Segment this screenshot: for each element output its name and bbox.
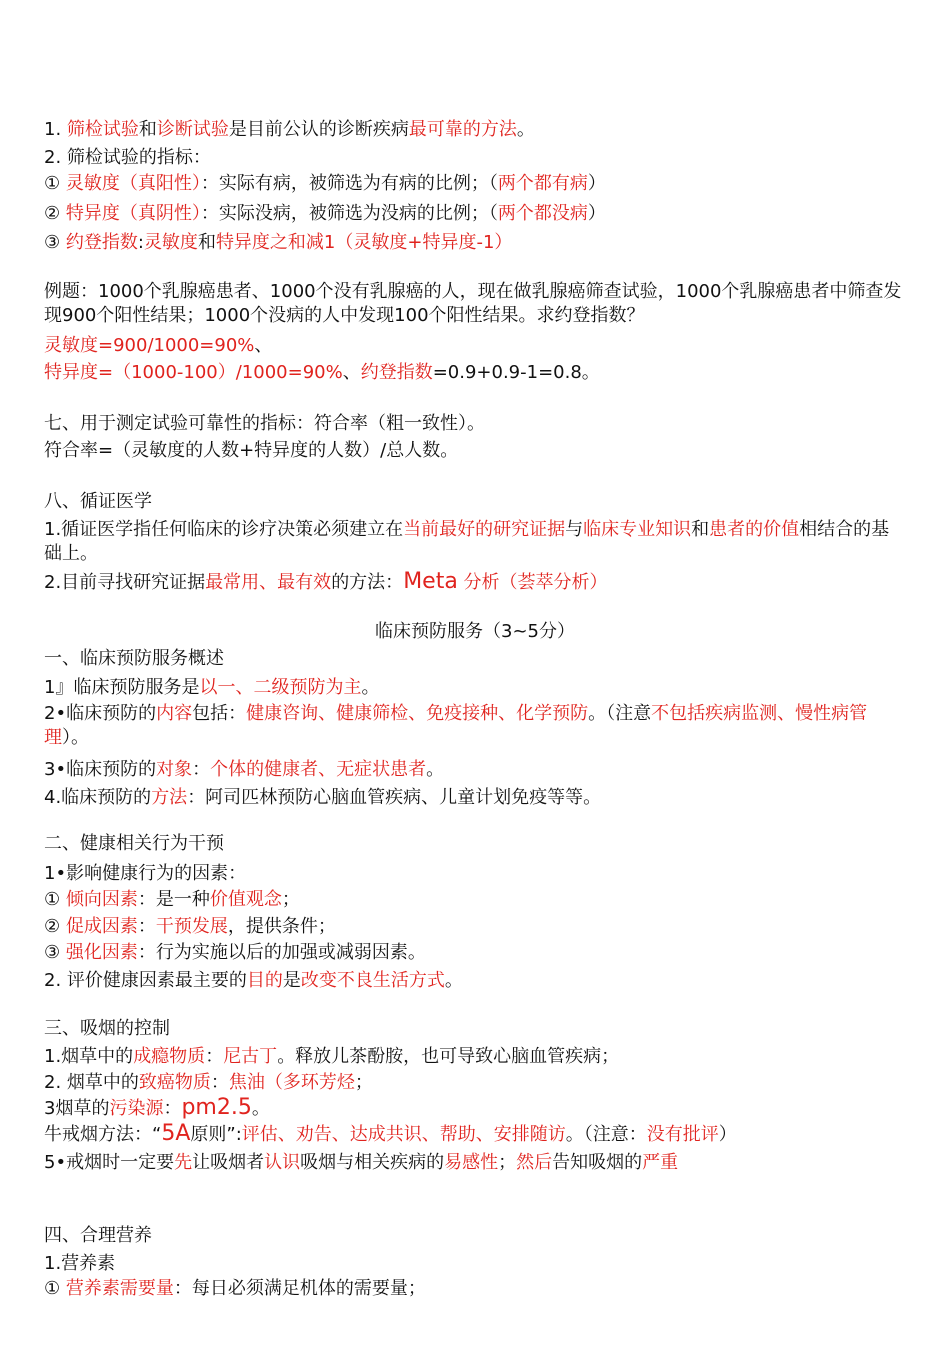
body-text: ： (210, 1072, 229, 1093)
emphasis-text: 评估、劝告、达成共识、帮助、安排随访 (241, 1124, 566, 1145)
body-text: 1.营养素 (44, 1253, 116, 1274)
text-line (44, 702, 906, 750)
text-line (44, 280, 906, 328)
text-line (44, 146, 906, 170)
body-text: 。（注意： (565, 1124, 647, 1145)
emphasis-text: 先 (174, 1152, 193, 1173)
emphasis-text: 没有批评 (646, 1124, 719, 1145)
body-text: ③ (44, 942, 66, 963)
text-line (44, 439, 906, 463)
text-line (44, 361, 906, 385)
body-text: 七、用于测定试验可靠性的指标：符合率（粗一致性）。 (44, 413, 485, 434)
body-text: 与 (565, 519, 584, 540)
emphasis-text: 诊断试验 (156, 119, 229, 140)
body-text: ① (44, 1278, 66, 1299)
body-text: 1.循证医学指任何临床的诊疗决策必须建立在 (44, 519, 404, 540)
text-line (44, 969, 906, 993)
text-line (44, 915, 906, 939)
text-line (44, 172, 906, 196)
body-text: 八、循证医学 (44, 491, 152, 512)
body-text: ） (718, 1124, 737, 1145)
body-text: ：是一种 (137, 889, 210, 910)
emphasis-text: 污染源 (109, 1098, 164, 1119)
body-text: ② (44, 916, 66, 937)
emphasis-text: pm2.5 (181, 1095, 252, 1120)
body-text: 二、健康相关行为干预 (44, 833, 224, 854)
text-line (44, 490, 906, 514)
body-text: 2. 烟草中的 (44, 1072, 139, 1093)
body-text: 2. 筛检试验的指标： (44, 147, 211, 168)
body-text: 。 (516, 119, 535, 140)
body-text: 三、吸烟的控制 (44, 1018, 170, 1039)
emphasis-text: 目的 (246, 970, 283, 991)
body-text: 是 (282, 970, 301, 991)
emphasis-text: 内容 (156, 703, 193, 724)
emphasis-text: 不包括疾病监测、慢性病管理 (44, 703, 868, 748)
body-text: 3烟草的 (44, 1098, 110, 1119)
emphasis-text: 促成因素 (65, 916, 138, 937)
body-text: ） (587, 173, 606, 194)
emphasis-text: 成瘾物质 (133, 1046, 206, 1067)
body-text: ：阿司匹林预防心脑血管疾病、儿童计划免疫等等。 (187, 787, 602, 808)
text-line (44, 570, 906, 595)
body-text: =0.9+0.9-1=0.8。 (432, 362, 600, 383)
emphasis-text: 筛检试验 (66, 119, 139, 140)
body-text: 符合率=（灵敏度的人数+特异度的人数）/总人数。 (44, 440, 459, 461)
body-text: 和 (691, 519, 710, 540)
body-text: ：行为实施以后的加强或减弱因素。 (137, 942, 426, 963)
body-text: 4.临床预防的 (44, 787, 152, 808)
emphasis-text: Meta (403, 569, 458, 594)
body-text: 四、合理营养 (44, 1225, 152, 1246)
emphasis-text: 特异度=（1000-100）/1000=90% (44, 362, 343, 383)
emphasis-text: 尼古丁 (223, 1046, 278, 1067)
body-text: 。 (361, 677, 380, 698)
body-text: 2•临床预防的 (44, 703, 157, 724)
body-text: 牛戒烟方法：“ (44, 1124, 162, 1145)
text-line (44, 334, 906, 358)
text-line (44, 518, 906, 566)
body-text: 、 (254, 335, 273, 356)
body-text: ； (281, 889, 300, 910)
body-text: 、 (342, 362, 361, 383)
text-line (0, 620, 950, 644)
text-line (44, 231, 906, 255)
emphasis-text: 5A (161, 1121, 191, 1146)
emphasis-text: 当前最好的研究证据 (403, 519, 566, 540)
emphasis-text: 灵敏度 (143, 232, 198, 253)
text-line (44, 1122, 906, 1147)
emphasis-text: 对象 (156, 759, 193, 780)
text-line (44, 1151, 906, 1175)
body-text: 。 (426, 759, 445, 780)
emphasis-text: 灵敏度=900/1000=90% (44, 335, 255, 356)
body-text: ）。 (62, 727, 89, 748)
emphasis-text: 以一、二级预防为主 (199, 677, 362, 698)
emphasis-text: 患者的价值 (709, 519, 800, 540)
emphasis-text: 特异度之和减1（灵敏度+特异度-1） (215, 232, 513, 253)
body-text: 吸烟与相关疾病的 (300, 1152, 445, 1173)
emphasis-text: 两个都有病 (497, 173, 588, 194)
body-text: 相结合的基础上。 (44, 519, 890, 564)
body-text: ：实际没病，被筛选为没病的比例；（ (200, 203, 498, 224)
body-text: ：实际有病，被筛选为有病的比例；（ (200, 173, 498, 194)
body-text: : (137, 232, 144, 253)
emphasis-text: 倾向因素 (65, 889, 138, 910)
emphasis-text: 干预发展 (155, 916, 228, 937)
emphasis-text: 焦油（多环芳烃 (228, 1072, 355, 1093)
body-text: ③ (44, 232, 66, 253)
text-line (44, 862, 906, 886)
body-text: ； (354, 1072, 373, 1093)
emphasis-text: 强化因素 (65, 942, 138, 963)
text-line (44, 412, 906, 436)
body-text: ： (163, 1098, 182, 1119)
body-text: 例题：1000个乳腺癌患者、1000个没有乳腺癌的人，现在做乳腺癌筛查试验，1000个乳腺癌患者中筛查发现900个阳性结果；1000个没病的人中发现100个阳性结果。求约登指数？ (44, 281, 902, 326)
body-text: 1』临床预防服务是 (44, 677, 200, 698)
body-text: 1. (44, 119, 67, 140)
emphasis-text: 最常用、最有效 (205, 572, 332, 593)
emphasis-text: 临床专业知识 (583, 519, 692, 540)
emphasis-text: 易感性 (444, 1152, 499, 1173)
emphasis-text: 改变不良生活方式 (300, 970, 445, 991)
text-line (44, 1096, 906, 1121)
body-text: 2. 评价健康因素最主要的 (44, 970, 247, 991)
body-text: 告知吸烟的 (552, 1152, 643, 1173)
body-text: ： (205, 1046, 224, 1067)
body-text: 。 (251, 1098, 270, 1119)
text-line (44, 118, 906, 142)
body-text: ：每日必须满足机体的需要量； (173, 1278, 426, 1299)
body-text: 3•临床预防的 (44, 759, 157, 780)
body-text: 原则”: (190, 1124, 242, 1145)
emphasis-text: 营养素需要量 (65, 1278, 174, 1299)
body-text: ： (192, 759, 211, 780)
emphasis-text: 严重 (642, 1152, 679, 1173)
emphasis-text: 特异度（真阴性） (65, 203, 201, 224)
text-line (44, 1071, 906, 1095)
text-line (44, 941, 906, 965)
body-text: 和 (138, 119, 157, 140)
text-line (44, 1224, 906, 1248)
emphasis-text: 致癌物质 (138, 1072, 211, 1093)
body-text: 是目前公认的诊断疾病 (228, 119, 409, 140)
body-text: ； (498, 1152, 517, 1173)
body-text: 2.目前寻找研究证据 (44, 572, 206, 593)
body-text: 和 (197, 232, 216, 253)
emphasis-text: 然后 (516, 1152, 553, 1173)
text-line (44, 676, 906, 700)
body-text: 一、临床预防服务概述 (44, 648, 224, 669)
body-text: 包括： (192, 703, 247, 724)
body-text: ） (587, 203, 606, 224)
body-text: 。释放儿茶酚胺，也可导致心脑血管疾病； (277, 1046, 620, 1067)
body-text: 5•戒烟时一定要 (44, 1152, 175, 1173)
emphasis-text: 约登指数 (65, 232, 138, 253)
emphasis-text: 认识 (264, 1152, 301, 1173)
body-text: ① (44, 173, 66, 194)
emphasis-text: 约登指数 (360, 362, 433, 383)
body-text: 的方法： (331, 572, 404, 593)
text-line (44, 888, 906, 912)
text-line (44, 786, 906, 810)
emphasis-text: 个体的健康者、无症状患者 (210, 759, 427, 780)
text-line (44, 832, 906, 856)
body-text: ② (44, 203, 66, 224)
body-text: ① (44, 889, 66, 910)
text-line (44, 647, 906, 671)
emphasis-text: 方法 (151, 787, 188, 808)
emphasis-text: 两个都没病 (497, 203, 588, 224)
emphasis-text: 健康咨询、健康筛检、免疫接种、化学预防 (246, 703, 589, 724)
body-text: ： (137, 916, 156, 937)
body-text: 临床预防服务（3~5分） (375, 621, 575, 642)
text-line (44, 1252, 906, 1276)
text-line (44, 202, 906, 226)
body-text: 。 (444, 970, 463, 991)
emphasis-text: 灵敏度（真阳性） (65, 173, 201, 194)
body-text: 。（注意 (588, 703, 652, 724)
body-text: ，提供条件； (227, 916, 336, 937)
text-line (44, 1045, 906, 1069)
emphasis-text: 价值观念 (209, 889, 282, 910)
body-text: 让吸烟者 (192, 1152, 265, 1173)
emphasis-text: 分析（荟萃分析） (457, 572, 608, 593)
text-line (44, 1277, 906, 1301)
emphasis-text: 最可靠的方法 (408, 119, 517, 140)
body-text: 1•影响健康行为的因素： (44, 863, 247, 884)
text-line (44, 1017, 906, 1041)
text-line (44, 758, 906, 782)
body-text: 1.烟草中的 (44, 1046, 134, 1067)
